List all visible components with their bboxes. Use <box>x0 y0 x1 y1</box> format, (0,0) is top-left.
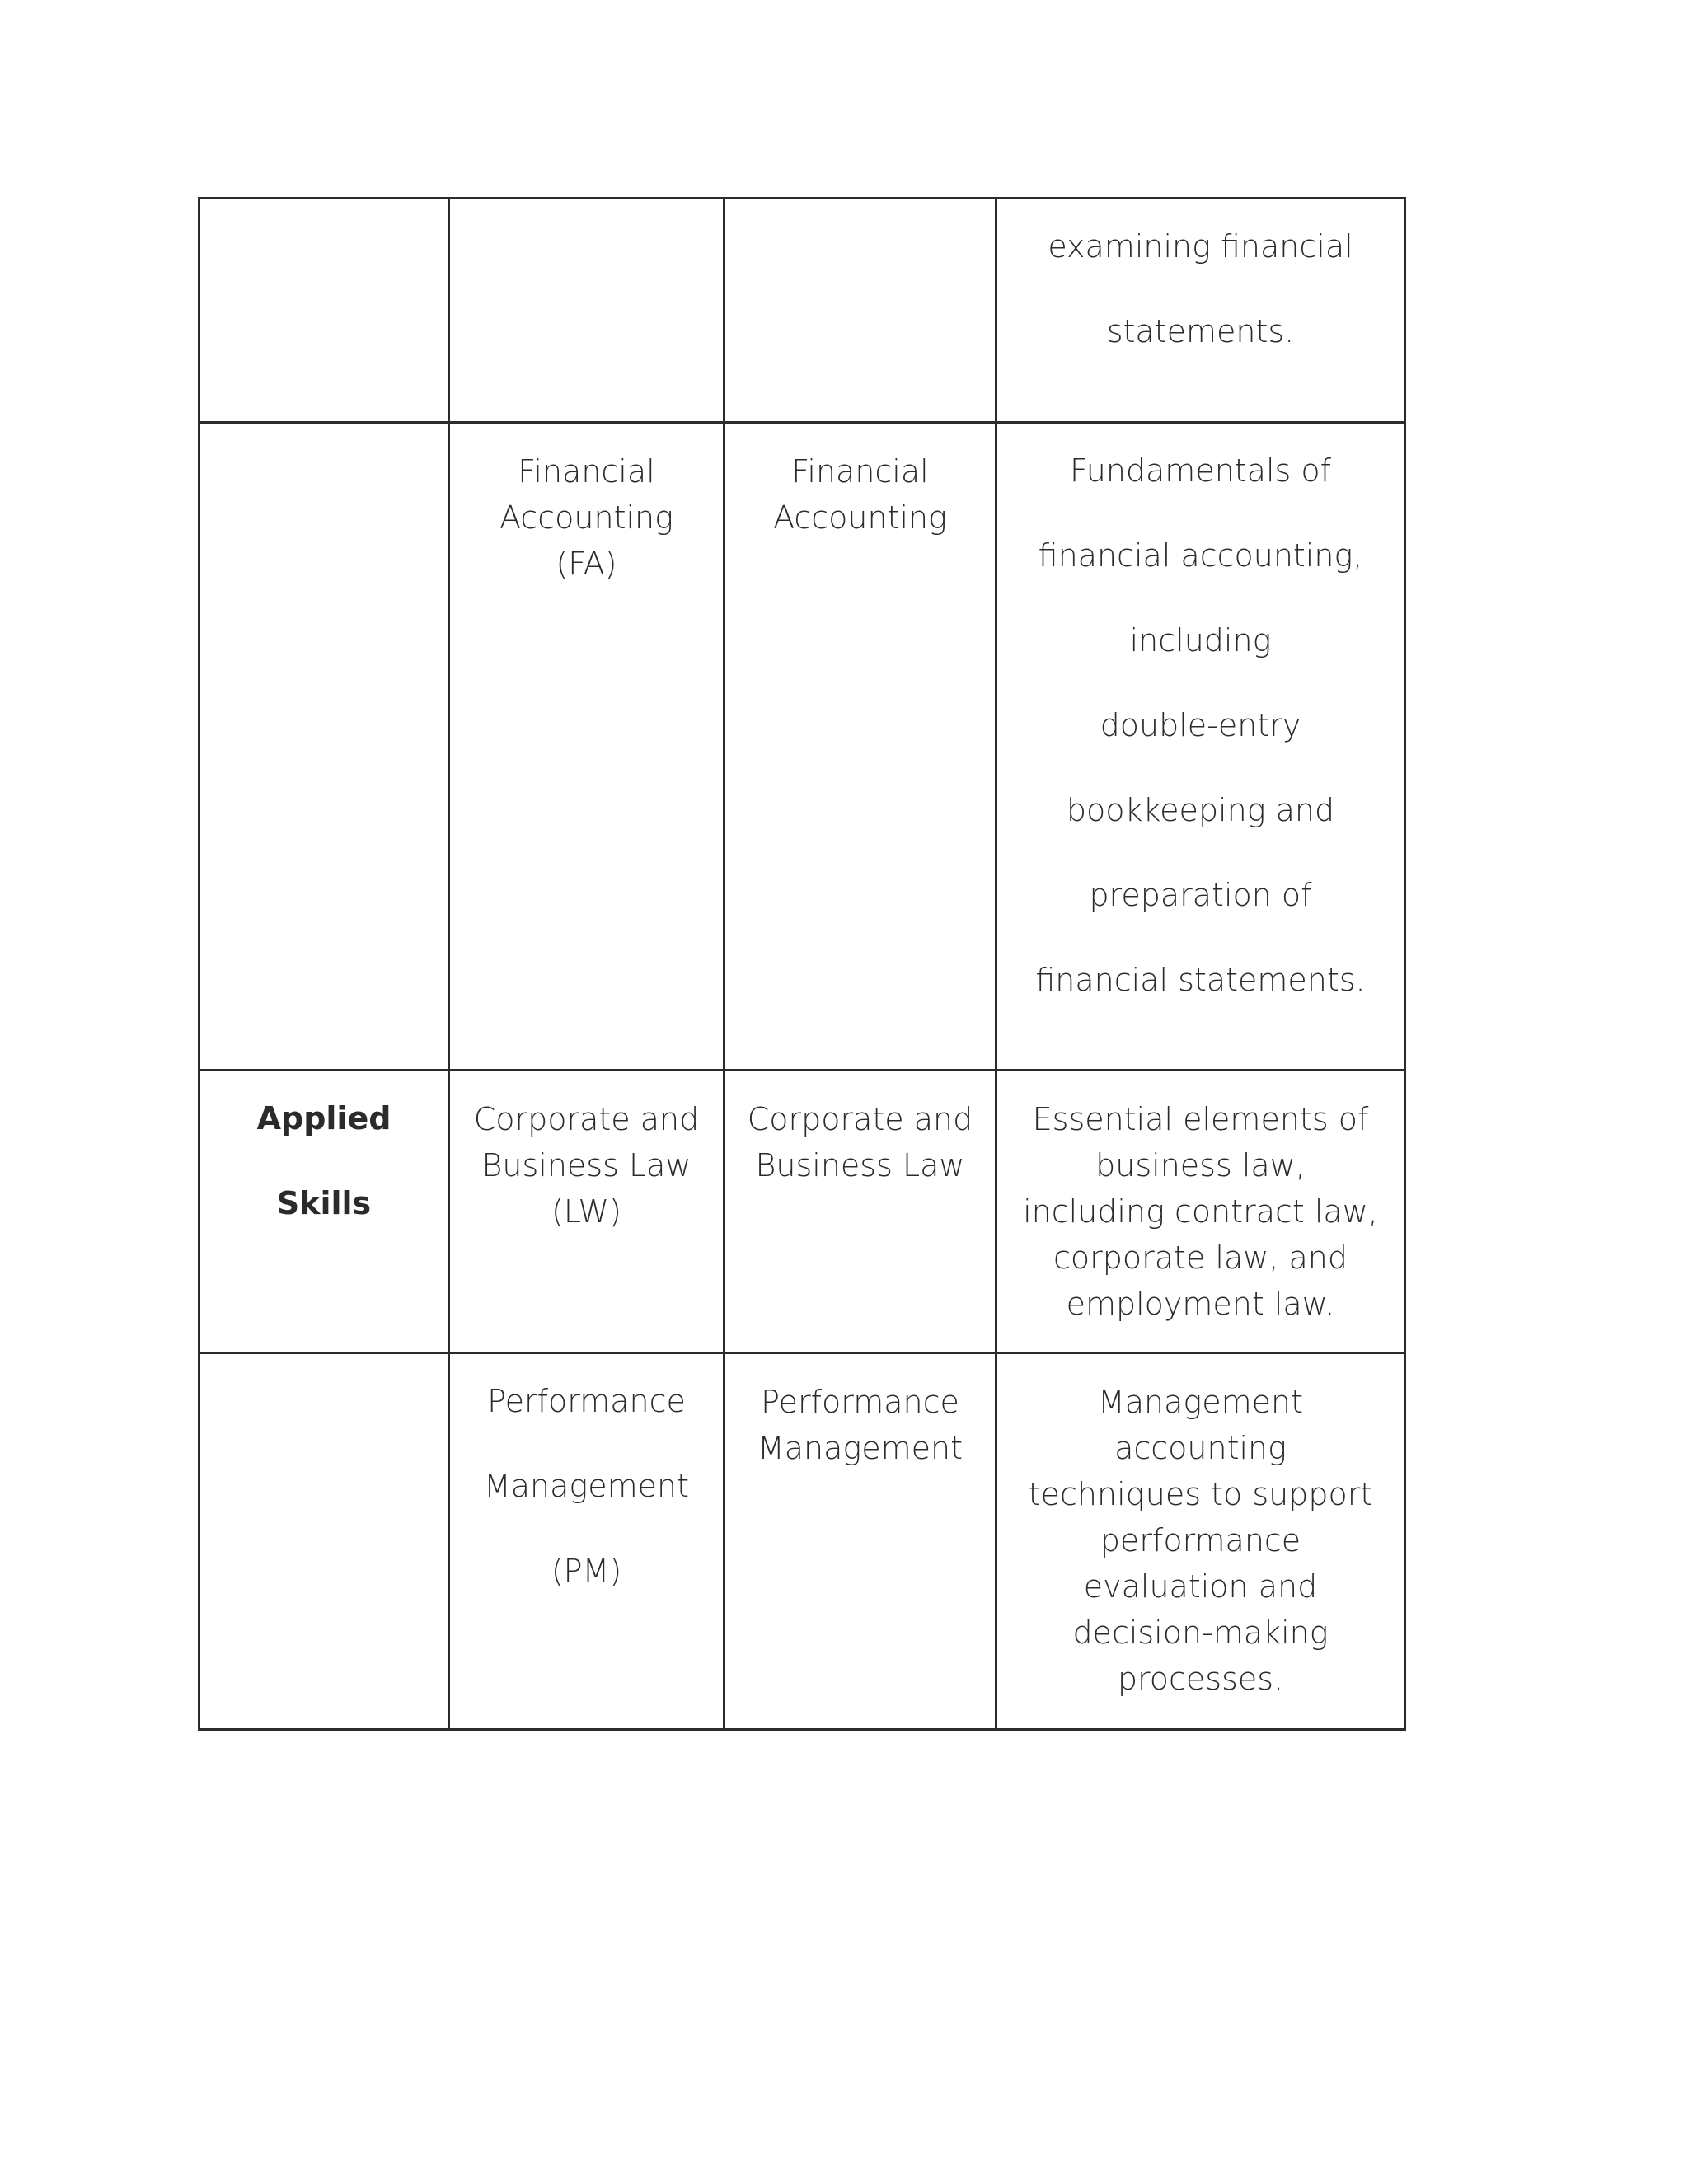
level-line: Applied <box>256 1100 392 1137</box>
subject-line: Management <box>757 1430 963 1466</box>
paper-line: Business Law <box>481 1147 692 1183</box>
level-cell <box>199 423 449 1071</box>
description-line: financial accounting, <box>1038 537 1363 574</box>
table-row <box>199 199 1405 423</box>
level-cell <box>199 1353 449 1730</box>
subject-cell <box>724 199 996 423</box>
subject-line: Performance <box>761 1384 959 1420</box>
description-line: statements. <box>1106 313 1295 349</box>
subject-line: Corporate and <box>747 1101 973 1137</box>
paper-line: Accounting <box>499 499 673 536</box>
table-row <box>199 1353 1405 1730</box>
paper-line: Performance <box>487 1383 686 1419</box>
paper-cell <box>449 423 724 1071</box>
table-row <box>199 1071 1405 1353</box>
description-line: techniques to support <box>1028 1476 1373 1512</box>
description-line: bookkeeping and <box>1066 792 1335 828</box>
description-cell <box>996 1071 1405 1353</box>
description-cell <box>996 1353 1405 1730</box>
description-line: financial statements. <box>1035 962 1366 998</box>
paper-line: (FA) <box>556 546 617 582</box>
description-line: decision-making <box>1072 1615 1329 1651</box>
description-line: Fundamentals of <box>1069 452 1332 489</box>
syllabus-table <box>198 197 1406 1731</box>
description-line: accounting <box>1114 1430 1287 1466</box>
subject-cell <box>724 1071 996 1353</box>
paper-line: Management <box>483 1468 689 1504</box>
paper-line: Financial <box>518 453 655 490</box>
description-line: Essential elements of <box>1032 1101 1369 1137</box>
table-row <box>199 423 1405 1071</box>
paper-cell <box>449 1071 724 1353</box>
description-line: Management <box>1097 1384 1303 1420</box>
subject-cell <box>724 423 996 1071</box>
description-line: preparation of <box>1089 877 1312 913</box>
paper-line: (LW) <box>551 1193 621 1230</box>
level-line: Skills <box>276 1185 372 1221</box>
description-line: performance <box>1100 1522 1301 1558</box>
description-line: including contract law, <box>1023 1193 1378 1230</box>
description-line: examining financial <box>1048 228 1353 265</box>
description-line: including <box>1129 622 1272 658</box>
description-cell <box>996 199 1405 423</box>
description-line: employment law. <box>1066 1286 1335 1322</box>
subject-cell <box>724 1353 996 1730</box>
paper-line: (PM) <box>551 1553 622 1589</box>
description-line: evaluation and <box>1083 1568 1318 1605</box>
paper-cell <box>449 1353 724 1730</box>
level-cell <box>199 1071 449 1353</box>
subject-line: Business Law <box>755 1147 965 1183</box>
subject-line: Financial <box>791 453 929 490</box>
subject-line: Accounting <box>773 499 947 536</box>
description-cell <box>996 423 1405 1071</box>
description-line: business law, <box>1095 1147 1306 1183</box>
paper-cell <box>449 199 724 423</box>
description-line: double-entry <box>1100 707 1301 743</box>
level-cell <box>199 199 449 423</box>
description-line: processes. <box>1117 1661 1284 1697</box>
description-line: corporate law, and <box>1053 1240 1348 1276</box>
paper-line: Corporate and <box>473 1101 700 1137</box>
